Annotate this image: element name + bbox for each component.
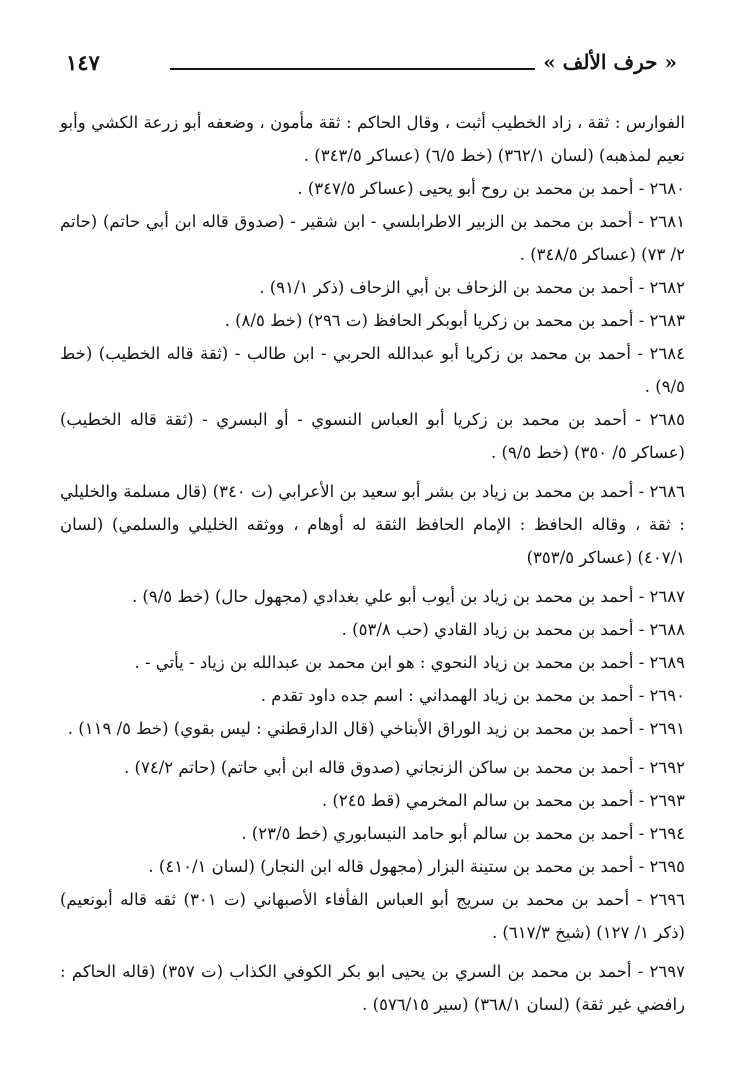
entry-text: - أحمد بن محمد بن زياد بن بشر أبو سعيد بن الأعرابي (ت ٣٤٠) (قال مسلمة والخليلي : ثقة ، وقاله الحافظ : الإمام الحافظ الثقة له أوهام ، ووثقه الخليلي والسلمي) (لسان ٤٠٧/١) (عساكر ٣٥٣/٥) xyxy=(60,482,685,567)
entry-number: ٢٦٨٨ xyxy=(649,620,685,639)
page-number: ١٤٧ xyxy=(66,50,100,75)
entry-text: - أحمد بن محمد بن زياد النحوي : هو ابن محمد بن عبدالله بن زياد - يأتي - . xyxy=(134,653,650,672)
entry-continuation xyxy=(60,106,685,172)
entry-number: ٢٦٨٩ xyxy=(649,653,685,672)
entries-list xyxy=(60,106,685,1021)
entry-2697 xyxy=(60,955,685,1021)
entry-2688 xyxy=(60,613,685,646)
entry-number: ٢٦٨٣ xyxy=(649,311,685,330)
entry-text: - أحمد بن محمد بن روح أبو يحيى (عساكر ٣٤٧/٥) . xyxy=(297,179,650,198)
entry-number: ٢٦٨٥ xyxy=(649,410,685,429)
entry-number: ٢٦٩٧ xyxy=(649,962,685,981)
entry-2692 xyxy=(60,751,685,784)
entry-text: - أحمد بن محمد بن زيد الوراق الأبناخي (قال الدارقطني : ليس بقوي) (خط ٥/ ١١٩) . xyxy=(67,719,650,738)
entry-text: - أحمد بن محمد بن الزبير الاطرابلسي - ابن شقير - (صدوق قاله ابن أبي حاتم) (حاتم ٢/ ٧٣) (عساكر ٣٤٨/٥) . xyxy=(60,212,685,264)
page-header xyxy=(66,50,677,90)
entry-number: ٢٦٨٤ xyxy=(649,344,685,363)
entry-number: ٢٦٨٦ xyxy=(649,482,685,501)
entry-text: - أحمد بن محمد بن زياد الهمداني : اسم جده داود تقدم . xyxy=(260,686,650,705)
entry-text: الفوارس : ثقة ، زاد الخطيب أثبت ، وقال الحاكم : ثقة مأمون ، وضعفه أبو زرعة الكشي وأبو نعيم لمذهبه) (لسان ٣٦٢/١) (خط ٦/٥) (عساكر ٣٤٣/٥) . xyxy=(60,113,685,165)
entry-2685 xyxy=(60,403,685,469)
entry-text: - أحمد بن محمد بن زكريا أبو العباس النسوي - أو البسري - (ثقة قاله الخطيب) (عساكر ٥/ ٣٥٠) (خط ٩/٥) . xyxy=(60,410,685,462)
entry-2693 xyxy=(60,784,685,817)
entry-2682 xyxy=(60,271,685,304)
entry-text: - أحمد بن محمد بن سالم أبو حامد النيسابوري (خط ٢٣/٥) . xyxy=(241,824,650,843)
entry-2696 xyxy=(60,883,685,949)
entry-2691 xyxy=(60,712,685,745)
entry-number: ٢٦٩٢ xyxy=(649,758,685,777)
entry-text: - أحمد بن محمد بن زياد بن أيوب أبو علي بغدادي (مجهول حال) (خط ٩/٥) . xyxy=(131,587,650,606)
entry-text: - أحمد بن محمد بن ستينة البزار (مجهول قاله ابن النجار) (لسان ٤١٠/١) . xyxy=(148,857,650,876)
entry-text: - أحمد بن محمد بن سريج أبو العباس الفأفاء الأصبهاني (ت ٣٠١) ثقه قاله أبونعيم) (ذكر ١/ ١٢٧) (شيخ ٦١٧/٣) . xyxy=(60,890,685,942)
entry-2690 xyxy=(60,679,685,712)
entry-2687 xyxy=(60,580,685,613)
entry-text: - أحمد بن محمد بن سالم المخرمي (قط ٢٤٥) . xyxy=(321,791,650,810)
entry-number: ٢٦٩٤ xyxy=(649,824,685,843)
entry-text: - أحمد بن محمد بن ساكن الزنجاني (صدوق قاله ابن أبي حاتم) (حاتم ٧٤/٢) . xyxy=(124,758,650,777)
entry-text: - أحمد بن محمد بن زكريا أبوبكر الحافظ (ت ٢٩٦) (خط ٨/٥) . xyxy=(224,311,650,330)
running-title: « حرف الألف » xyxy=(543,50,677,74)
entry-number: ٢٦٩٦ xyxy=(649,890,685,909)
entry-number: ٢٦٨١ xyxy=(649,212,685,231)
entry-2694 xyxy=(60,817,685,850)
entry-2695 xyxy=(60,850,685,883)
entry-number: ٢٦٨٠ xyxy=(649,179,685,198)
entry-2683 xyxy=(60,304,685,337)
entry-2680 xyxy=(60,172,685,205)
entry-number: ٢٦٨٢ xyxy=(649,278,685,297)
entry-2681 xyxy=(60,205,685,271)
entry-text: - أحمد بن محمد بن زياد القادي (حب ٥٣/٨) . xyxy=(341,620,650,639)
entry-2686 xyxy=(60,475,685,574)
entry-text: - أحمد بن محمد بن الزحاف بن أبي الزحاف (ذكر ٩١/١) . xyxy=(259,278,650,297)
header-rule xyxy=(170,68,535,70)
entry-2684 xyxy=(60,337,685,403)
entry-text: - أحمد بن محمد بن السري بن يحيى ابو بكر الكوفي الكذاب (ت ٣٥٧) (قاله الحاكم : رافضي غير ثقة) (لسان ٣٦٨/١) (سير ٥٧٦/١٥) . xyxy=(60,962,685,1014)
entry-number: ٢٦٩٠ xyxy=(649,686,685,705)
entry-text: - أحمد بن محمد بن زكريا أبو عبدالله الحربي - ابن طالب - (ثقة قاله الخطيب) (خط ٩/٥) . xyxy=(60,344,685,396)
entry-number: ٢٦٩٣ xyxy=(649,791,685,810)
entry-number: ٢٦٩٥ xyxy=(649,857,685,876)
entry-number: ٢٦٩١ xyxy=(649,719,685,738)
entry-2689 xyxy=(60,646,685,679)
entry-number: ٢٦٨٧ xyxy=(649,587,685,606)
